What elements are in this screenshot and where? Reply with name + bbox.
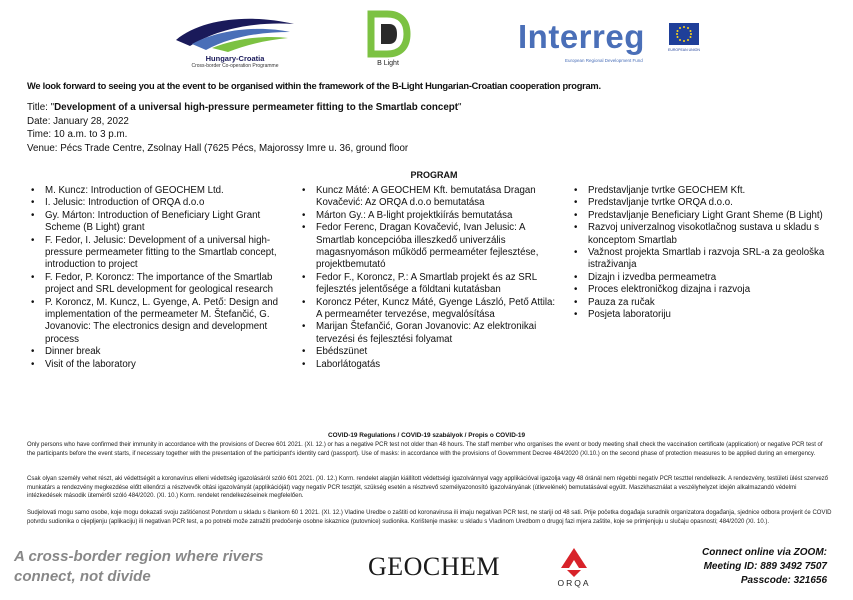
- list-item: • Razvoj univerzalnog visokotlačnog sustava u skladu s konceptom Smartlab: [570, 222, 830, 247]
- list-item: • P. Koroncz, M. Kuncz, L. Gyenge, A. Pető: Design and implementation of the permeameter M. Štefančić, G. Jovanovic: The electronics design and development process: [27, 297, 282, 347]
- hungary-croatia-subtitle: Cross-border Co-operation Programme: [191, 63, 279, 69]
- program-english: [27, 185, 282, 371]
- list-item: • Marijan Štefančić, Goran Jovanovic: Az elektronikai tervezési és fejlesztési folyamat: [298, 321, 560, 346]
- intro-text: We look forward to seeing you at the event to be organised within the framework of the B-Light Hungarian-Croatian cooperation program.: [27, 81, 601, 91]
- program-hungarian: [298, 185, 560, 371]
- covid-heading: COVID-19 Regulations / COVID-19 szabályok / Propis o COVID-19: [327, 432, 526, 439]
- list-item: • Koroncz Péter, Kuncz Máté, Gyenge László, Pető Attila: A permeaméter tervezése, megvalósítása: [298, 297, 560, 322]
- eu-flag-icon: [669, 23, 699, 45]
- list-item: • Gy. Márton: Introduction of Beneficiary Light Grant Scheme (B Light) grant: [27, 210, 282, 235]
- event-venue: Venue: Pécs Trade Centre, Zsolnay Hall (7625 Pécs, Majorossy Imre u. 36, ground floor: [27, 142, 409, 154]
- b-light-text: B Light: [377, 60, 399, 67]
- b-light-icon: [363, 10, 413, 58]
- interreg-logo: [518, 18, 708, 68]
- interreg-word: Interreg: [518, 18, 645, 55]
- orqa-icon: [541, 546, 607, 578]
- covid-text-english: Only persons who have confirmed their immunity in accordance with the provisions of Decree 601 2021. (XI. 12.) or has a negative PCR test not older than 48 hours. The staff member who organises the event or body meeting shall check the vaccination certificate (application) or negative PCR test of the participants before the event starts, if necessary together with the presentation of the participant's identity card (passport). Use of masks: in accordance with the provisions of Government Decree 484/2020 (XI.10.) on the second phase of protection measures to be applied during an emergency.: [27, 442, 823, 457]
- program-croatian: [570, 185, 830, 321]
- list-item: • Predstavljanje Beneficiary Light Grant Sheme (B Light): [570, 210, 830, 222]
- zoom-heading: Connect online via ZOOM:: [701, 547, 827, 558]
- orqa-text: ORQA: [557, 578, 591, 588]
- zoom-info: [702, 546, 827, 588]
- swoosh-icon: [172, 12, 298, 52]
- list-item: • Važnost projekta Smartlab i razvoja SRL-a za geološka istraživanja: [570, 247, 830, 272]
- list-item: • Márton Gy.: A B-light projektkiírás bemutatása: [298, 210, 560, 222]
- list-item: • Pauza za ručak: [570, 297, 830, 309]
- list-item: • Predstavljanje tvrtke GEOCHEM Kft.: [570, 185, 830, 197]
- interreg-subtitle: European Regional Development Fund: [565, 58, 643, 63]
- geochem-logo: GEOCHEM: [368, 552, 501, 581]
- list-item: • Visit of the laboratory: [27, 359, 282, 371]
- list-item: • Laborlátogatás: [298, 359, 560, 371]
- b-light-logo: [363, 10, 413, 72]
- list-item: • Dizajn i izvedba permeametra: [570, 272, 830, 284]
- passcode: Passcode: 321656: [740, 575, 827, 586]
- header-logos: [0, 0, 853, 75]
- meeting-id: Meeting ID: 889 3492 7507: [703, 561, 827, 572]
- list-item: • Posjeta laboratoriju: [570, 309, 830, 321]
- list-item: • Proces elektroničkog dizajna i razvoja: [570, 284, 830, 296]
- covid-text-croatian: Sudjelovati mogu samo osobe, koje mogu dokazati svoju zaštićenost Potvrdom u skladu s člankom 60 1 2021. (XI. 12.) Vladine Uredbe o zaštiti od koronavirusa ili imaju negativan PCR test, ne stariji od 48 sati. Prije početka događaja suradnik organizatora događanja, sjednice odbora provjerit će COVID potvrdu sudionika o cijepljenju (aplikaciju) ili negativan PCR test, a po potrebi može zatražiti predočenje osobne iskaznice (putovnice) sudionika. Korištenje maske: u skladu s Vladinom Uredbom o drugoj fazi mjera zaštite, koje se primjenjuju u slučaju opasnosti; 484/2020 (XI. 10.).: [27, 510, 832, 525]
- hungary-croatia-title: Hungary-Croatia: [205, 54, 265, 63]
- eu-label: EUROPEAN UNION: [668, 48, 700, 52]
- covid-text-hungarian: Csak olyan személy vehet részt, aki védettségét a koronavírus elleni védettség igazolásáról szóló 601 2021. (XI. 12.) Korm. rendelet alapján kiállított védettségi igazolvánnyal vagy applikációval igazolja vagy 48 óránál nem régebbi negatív PCR teszttel rendelkezik. A rendezvény, testületi ülést szervező munkatárs a rendezvény megkezdése előtt ellenőrzi a résztvevők oltási igazolványát (applikációját) vagy negatív PCR tesztjét, szükség esetén a résztvevő személyazonosító igazolványának (útlevelének) bemutatásával együtt. Maszkhasználat a veszélyhelyzet idején alkalmazandó védelmi intézkedések második üteméről szóló 484/2020. (XI. 10.) Korm. rendelet rendelkezéseinek megfelelően.: [27, 476, 828, 500]
- list-item: • I. Jelusic: Introduction of ORQA d.o.o: [27, 197, 282, 209]
- list-item: • Kuncz Máté: A GEOCHEM Kft. bemutatása Dragan Kovačević: Az ORQA d.o.o bemutatása: [298, 185, 560, 210]
- orqa-logo: [541, 546, 607, 592]
- program-heading: PROGRAM: [410, 170, 458, 180]
- list-item: • Predstavljanje tvrtke ORQA d.o.o.: [570, 197, 830, 209]
- hungary-croatia-logo: [170, 12, 300, 70]
- event-time: Time: 10 a.m. to 3 p.m.: [27, 129, 128, 140]
- list-item: • F. Fedor, P. Koroncz: The importance of the Smartlab project and SRL development for geological research: [27, 272, 282, 297]
- slogan: A cross-border region where rivers connect, not divide: [14, 548, 264, 585]
- list-item: • M. Kuncz: Introduction of GEOCHEM Ltd.: [27, 185, 282, 197]
- list-item: • Dinner break: [27, 346, 282, 358]
- event-info: [27, 101, 462, 155]
- list-item: • Fedor Ferenc, Dragan Kovačević, Ivan Jelusic: A Smartlab koncepcióba illeszkedő univerzális magasnyomáson működő permeaméter fejlesztése, projektbemutató: [298, 222, 560, 272]
- event-date: Date: January 28, 2022: [27, 115, 129, 127]
- list-item: • Fedor F., Koroncz, P.: A Smartlab projekt és az SRL fejlesztés jelentősége a földtani kutatásban: [298, 272, 560, 297]
- event-title: Title: "Development of a universal high-pressure permeameter fitting to the Smartlab concept": [27, 102, 462, 113]
- list-item: • F. Fedor, I. Jelusic: Development of a universal high-pressure permeameter fitting to the Smartlab concept, introduction to project: [27, 235, 282, 272]
- list-item: • Ebédszünet: [298, 346, 560, 358]
